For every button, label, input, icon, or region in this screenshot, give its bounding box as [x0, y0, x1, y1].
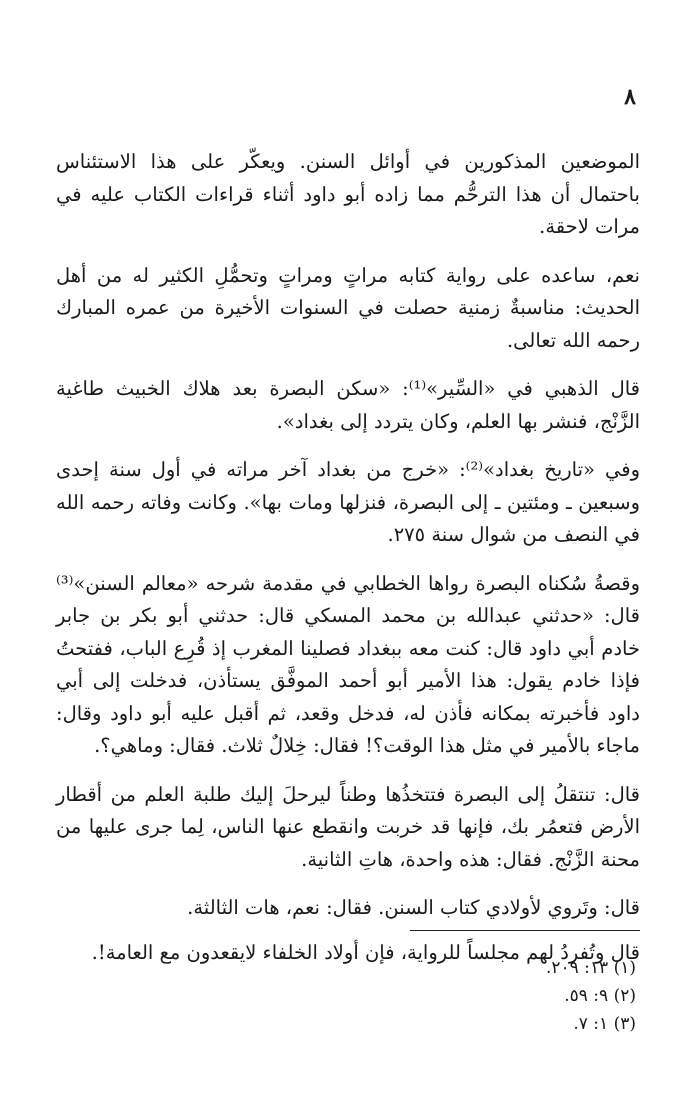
- footnote-2: (٢) ٩: ٥٩.: [564, 986, 636, 1006]
- paragraph-3: قال الذهبي في «السِّير»⁽¹⁾: «سكن البصرة بعد هلاك الخبيث طاغية الزَّنْج، فنشر بها العلم، وكان يتردد إلى بغداد».: [56, 377, 640, 433]
- paragraph-5: وقصةُ سُكناه البصرة رواها الخطابي في مقدمة شرحه «معالم السنن»⁽³⁾ قال: «حدثني عبدالله بن محمد المسكي قال: حدثني أبو بكر بن جابر خادم أبي داود قال: كنت معه ببغداد فصلينا المغرب إذ قُرِع الباب، ففتحتُ فإذا خادم يقول: هذا الأمير أبو أحمد الموفَّق يستأذن، فدخلت إلى أبي داود فأخبرته بمكانه فأذن له، فدخل وقعد، ثم أقبل عليه أبو داود وقال: ماجاء بالأمير في مثل هذا الوقت؟! فقال: خِلالٌ ثلاث. فقال: وماهي؟.: [56, 571, 640, 757]
- paragraph-1: الموضعين المذكورين في أوائل السنن. ويعكّر على هذا الاستئناس باحتمال أن هذا الترحُّم مما زاده أبو داود أثناء قراءات الكتاب عليه في مرات لاحقة.: [56, 150, 640, 238]
- footnotes: [56, 954, 636, 1038]
- body-text: [56, 146, 640, 985]
- paragraph-4: وفي «تاريخ بغداد»⁽²⁾: «خرج من بغداد آخر مراته في أول سنة إحدى وسبعين ـ ومئتين ـ إلى البصرة، فنزلها ومات بها». وكانت وفاته رحمه الله في النصف من شوال سنة ٢٧٥.: [56, 458, 640, 546]
- paragraph-8: قال وتُفردُ لهم مجلساً للرواية، فإن أولاد الخلفاء لايقعدون مع العامة!.: [91, 940, 640, 964]
- footnote-divider: [410, 930, 640, 931]
- paragraph-7: قال: وتَروي لأولادي كتاب السنن. فقال: نعم، هات الثالثة.: [187, 896, 640, 919]
- footnote-1: (١) ١٣: ٢٠٩.: [545, 958, 636, 978]
- footnote-3: (٣) ١: ٧.: [573, 1014, 636, 1034]
- page-number: ٨: [624, 84, 636, 110]
- paragraph-6: قال: تنتقلُ إلى البصرة فتتخذُها وطناً ليرحلَ إليك طلبة العلم من أقطار الأرض فتعمُر بك، فإنها قد خربت وانقطع عنها الناس، لِما جرى عليها من محنة الزَّنْج. فقال: هذه واحدة، هاتِ الثانية.: [56, 782, 640, 871]
- paragraph-2: نعم، ساعده على رواية كتابه مراتٍ ومراتٍ وتحمُّلِ الكثير له من أهل الحديث: مناسبةٌ زمنية حصلت في السنوات الأخيرة من عمره المبارك رحمه الله تعالى.: [56, 263, 640, 352]
